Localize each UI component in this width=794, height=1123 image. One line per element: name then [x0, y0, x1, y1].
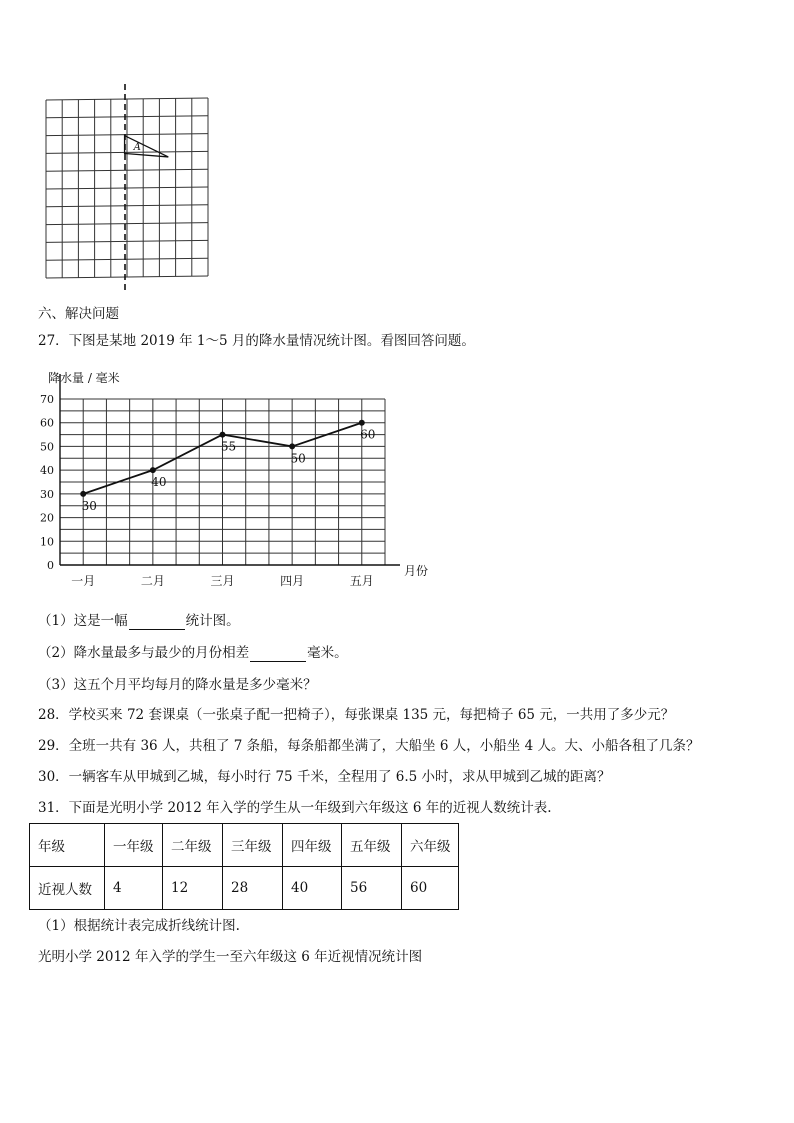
answer-blank-2[interactable] [250, 647, 306, 662]
answer-blank-1[interactable] [129, 615, 185, 630]
chart-grid [60, 399, 385, 565]
myopia-table [29, 823, 459, 910]
table-cell: 二年级 [163, 824, 223, 867]
data-label: 50 [290, 451, 306, 466]
grid-lines [46, 98, 208, 278]
q30-text: 30．一辆客车从甲城到乙城，每小时行 75 千米，全程用了 6.5 小时，求从甲城到乙城的距离？ [38, 769, 611, 785]
q27-sub2 [38, 644, 348, 662]
q28-text: 28．学校买来 72 套课桌（一张桌子配一把椅子），每张课桌 135 元，每把椅子 65 元，一共用了多少元？ [38, 707, 675, 723]
q27-sub1-prefix: （1）这是一幅 [38, 613, 128, 629]
q27-sub1-suffix: 统计图。 [185, 613, 240, 629]
table-cell: 五年级 [342, 824, 402, 867]
q29-text: 29．全班一共有 36 人，共租了 7 条船，每条船都坐满了，大船坐 6 人，小船坐 4 人。大、小船各租了几条？ [38, 738, 700, 754]
data-label: 60 [360, 427, 376, 442]
rainfall-line-chart [30, 362, 450, 597]
q27-text: 27．下图是某地 2019 年 1～5 月的降水量情况统计图。看图回答问题。 [38, 333, 475, 349]
table-cell: 60 [402, 867, 459, 910]
data-label: 30 [81, 498, 97, 513]
table-header-row [30, 824, 459, 867]
data-label: 40 [151, 475, 167, 490]
table-cell: 40 [283, 867, 342, 910]
x-tick-label: 二月 [140, 574, 165, 588]
chart-axes [60, 374, 400, 565]
y-tick-label: 20 [40, 511, 54, 525]
y-tick-label: 40 [40, 464, 54, 478]
table-cell: 一年级 [105, 824, 163, 867]
q31-chart-title: 光明小学 2012 年入学的学生一至六年级这 6 年近视情况统计图 [38, 949, 423, 965]
data-point [359, 420, 365, 426]
q27-sub2-prefix: （2）降水量最多与最少的月份相差 [38, 645, 250, 661]
x-tick-label: 四月 [280, 574, 305, 588]
table-cell: 近视人数 [30, 867, 105, 910]
x-tick-label: 一月 [71, 574, 96, 588]
shape-label-a: A [133, 142, 141, 154]
chart-x-ticks [71, 574, 374, 588]
section-title: 六、解决问题 [38, 306, 119, 322]
chart-y-ticks [40, 393, 54, 572]
q31-text: 31．下面是光明小学 2012 年入学的学生从一年级到六年级这 6 年的近视人数统计表. [38, 800, 552, 816]
y-tick-label: 30 [40, 487, 54, 501]
q27-sub2-suffix: 毫米。 [307, 645, 348, 661]
chart-y-axis-title: 降水量 / 毫米 [48, 371, 120, 385]
data-label: 55 [220, 439, 237, 454]
y-tick-label: 0 [47, 559, 54, 572]
data-point [289, 443, 295, 449]
y-tick-label: 50 [40, 440, 54, 454]
chart-x-axis-title: 月份 [404, 564, 429, 578]
table-cell: 年级 [30, 824, 105, 867]
table-cell: 四年级 [283, 824, 342, 867]
x-tick-label: 三月 [210, 574, 235, 588]
table-cell: 4 [105, 867, 163, 910]
triangle-shape-a [125, 136, 169, 157]
y-tick-label: 10 [40, 535, 54, 549]
data-point [150, 467, 156, 473]
y-tick-label: 60 [40, 416, 54, 430]
x-tick-label: 五月 [349, 574, 374, 588]
y-tick-label: 70 [40, 393, 54, 406]
q31-sub1: （1）根据统计表完成折线统计图. [38, 918, 240, 934]
grid-figure [40, 82, 220, 292]
table-cell: 28 [223, 867, 283, 910]
table-cell: 12 [163, 867, 223, 910]
table-row [30, 867, 459, 910]
table-cell: 56 [342, 867, 402, 910]
data-point [80, 491, 86, 497]
table-cell: 三年级 [223, 824, 283, 867]
table-cell: 六年级 [402, 824, 459, 867]
data-point [220, 432, 226, 438]
q27-sub3: （3）这五个月平均每月的降水量是多少毫米？ [38, 677, 317, 693]
q27-sub1 [38, 612, 240, 630]
